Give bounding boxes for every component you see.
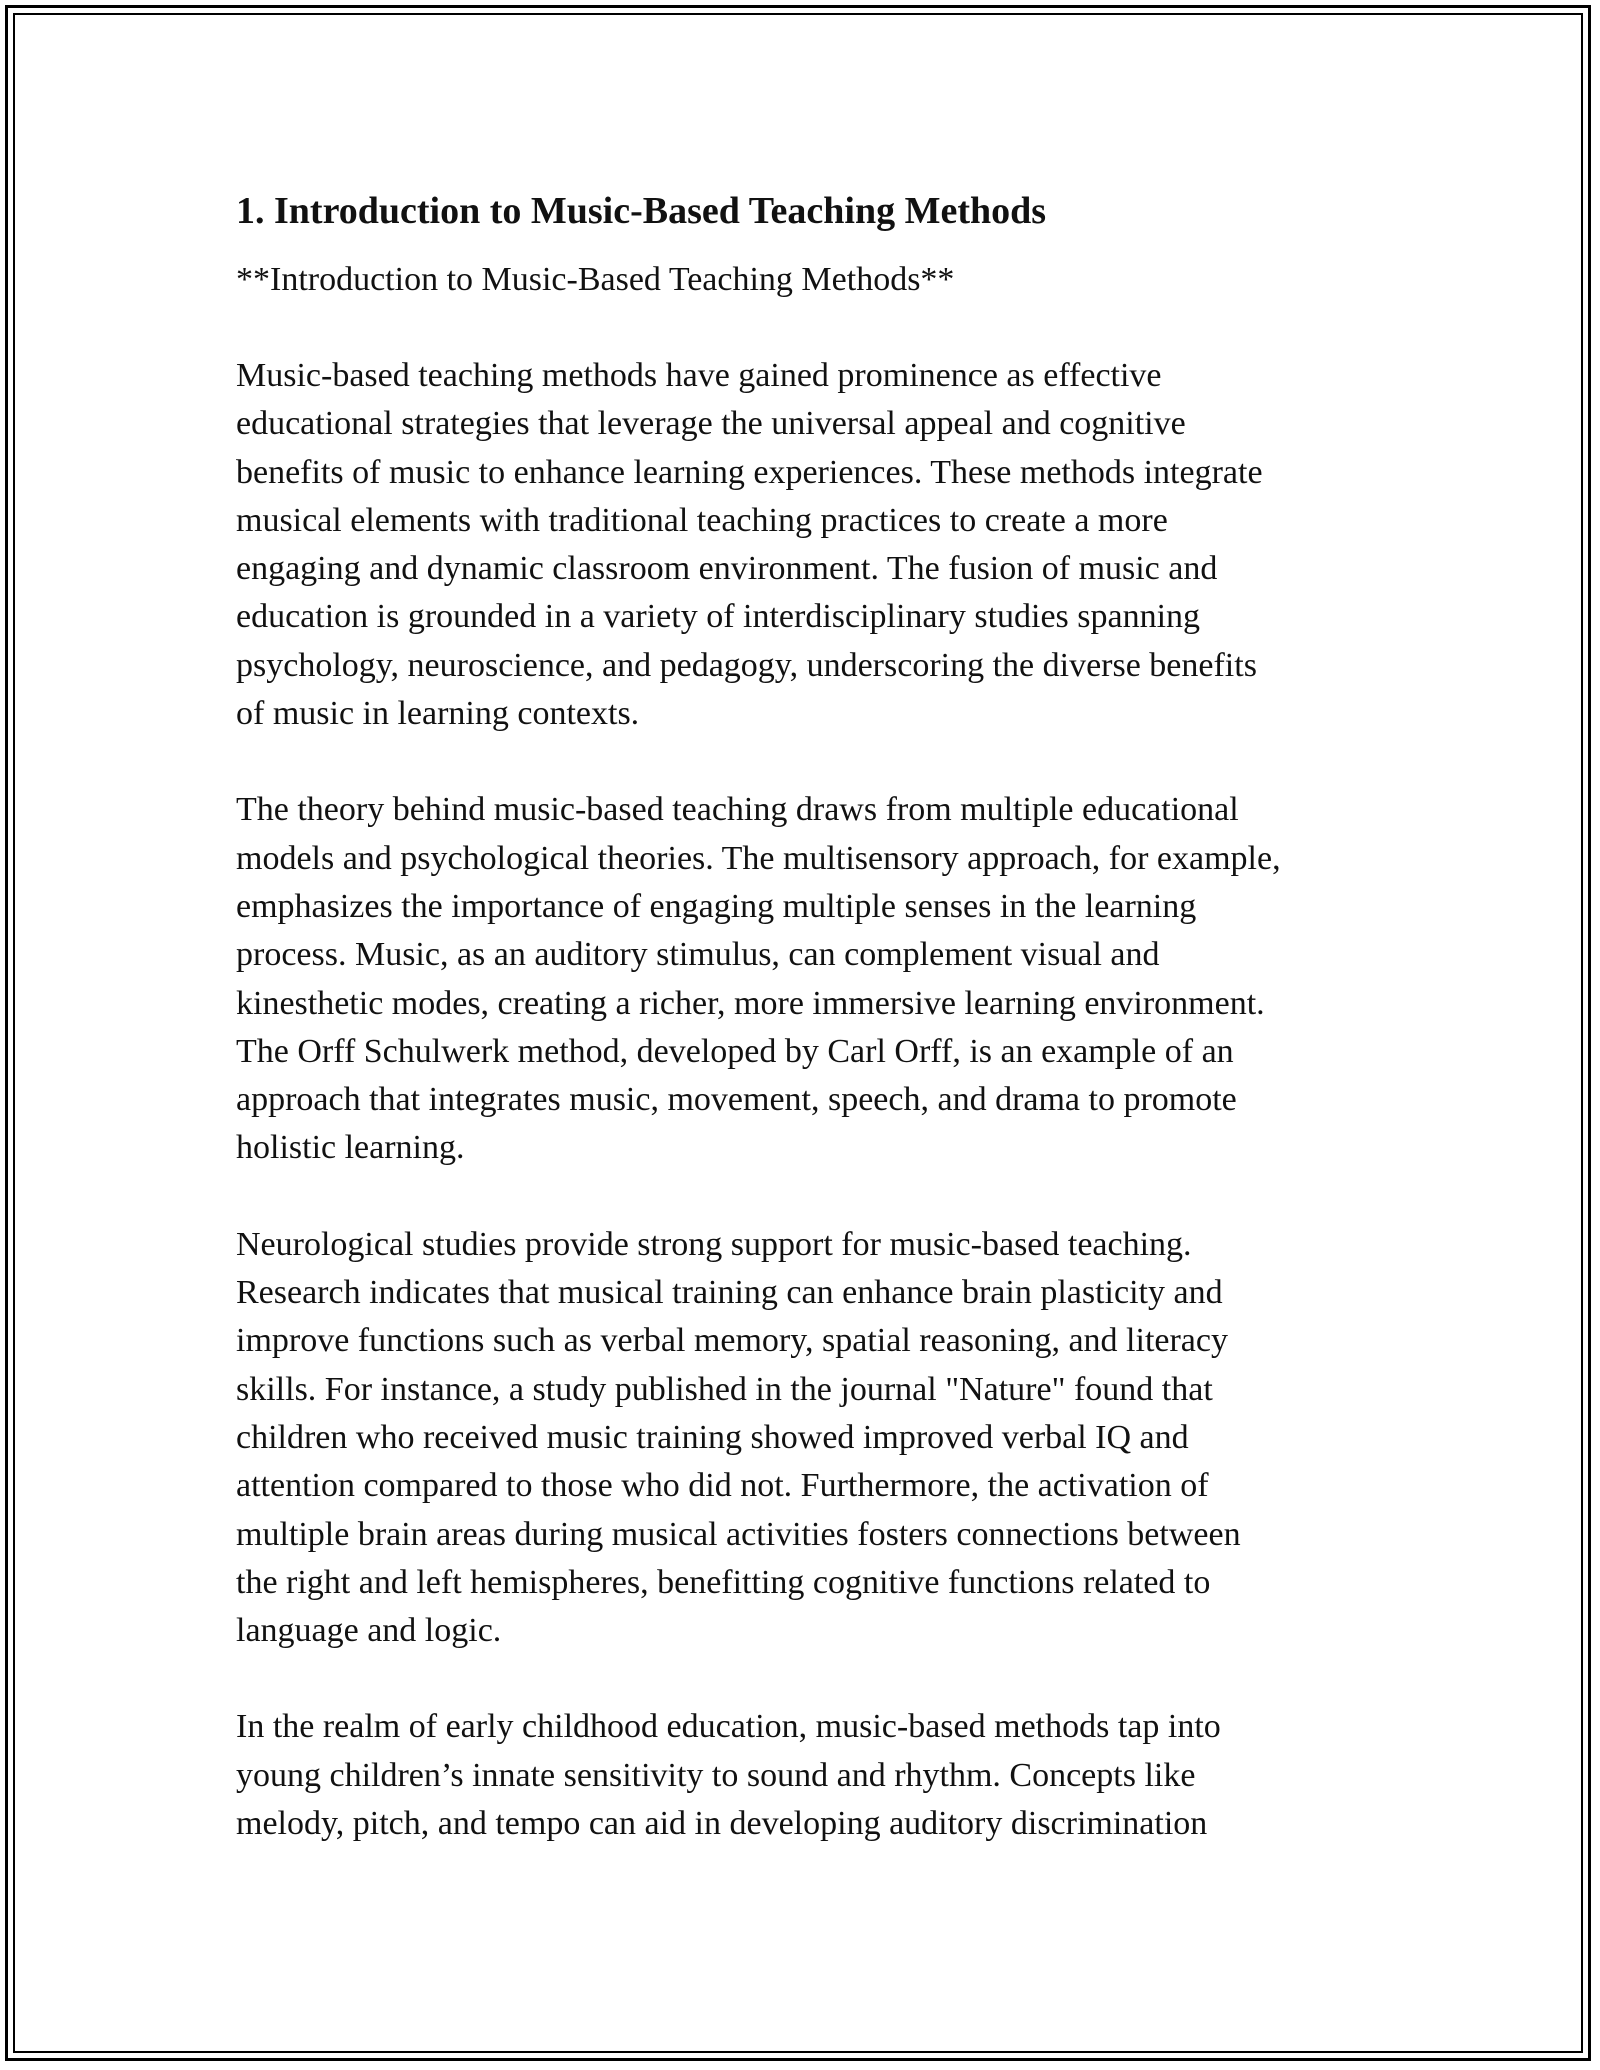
paragraph-line: process. Music, as an auditory stimulus, can complement visual and [236, 936, 1160, 974]
paragraph-line: The Orff Schulwerk method, developed by Carl Orff, is an example of an [236, 1032, 1234, 1070]
paragraph-line: melody, pitch, and tempo can aid in developing auditory discrimination [236, 1805, 1208, 1843]
paragraph-line: emphasizes the importance of engaging multiple senses in the learning [236, 887, 1197, 925]
paragraph-line: Music-based teaching methods have gained prominence as effective [236, 357, 1162, 394]
paragraph-4 [236, 1703, 1376, 1848]
paragraph-line: of music in learning contexts. [236, 695, 640, 733]
paragraph-line: In the realm of early childhood education, music-based methods tap into [236, 1708, 1221, 1746]
paragraph-line: Research indicates that musical training can enhance brain plasticity and [236, 1274, 1223, 1312]
paragraph-2 [236, 786, 1376, 1172]
paragraph-3 [236, 1221, 1376, 1656]
paragraph-line: holistic learning. [236, 1129, 465, 1167]
paragraph-line: young children’s innate sensitivity to sound and rhythm. Concepts like [236, 1756, 1196, 1794]
paragraph-line: the right and left hemispheres, benefitting cognitive functions related to [236, 1563, 1211, 1601]
paragraph-line: education is grounded in a variety of interdisciplinary studies spanning [236, 598, 1201, 636]
paragraph-line: models and psychological theories. The multisensory approach, for example, [236, 839, 1281, 877]
paragraph-line: educational strategies that leverage the universal appeal and cognitive [236, 405, 1186, 443]
section-heading: 1. Introduction to Music-Based Teaching Methods [236, 190, 1047, 232]
paragraph-line: benefits of music to enhance learning experiences. These methods integrate [236, 453, 1263, 491]
paragraph-line: engaging and dynamic classroom environment. The fusion of music and [236, 550, 1218, 588]
paragraph-line: musical elements with traditional teaching practices to create a more [236, 501, 1168, 539]
paragraph-line: approach that integrates music, movement, speech, and drama to promote [236, 1081, 1237, 1119]
paragraph-line: multiple brain areas during musical activities fosters connections between [236, 1515, 1241, 1553]
paragraph-line: improve functions such as verbal memory, spatial reasoning, and literacy [236, 1322, 1228, 1360]
paragraph-line: skills. For instance, a study published in the journal "Nature" found that [236, 1370, 1213, 1408]
document-content [236, 186, 1376, 1848]
paragraph-line: Neurological studies provide strong support for music-based teaching. [236, 1225, 1192, 1263]
paragraph-line: psychology, neuroscience, and pedagogy, underscoring the diverse benefits [236, 646, 1257, 684]
paragraph-line: children who received music training showed improved verbal IQ and [236, 1418, 1189, 1456]
paragraph-line: The theory behind music-based teaching draws from multiple educational [236, 791, 1239, 829]
paragraph-line: kinesthetic modes, creating a richer, more immersive learning environment. [236, 984, 1265, 1022]
paragraph-line: language and logic. [236, 1612, 502, 1650]
paragraph-line: attention compared to those who did not. Furthermore, the activation of [236, 1467, 1209, 1505]
paragraph-1 [236, 352, 1376, 738]
section-subheading: **Introduction to Music-Based Teaching Methods** [236, 261, 955, 298]
